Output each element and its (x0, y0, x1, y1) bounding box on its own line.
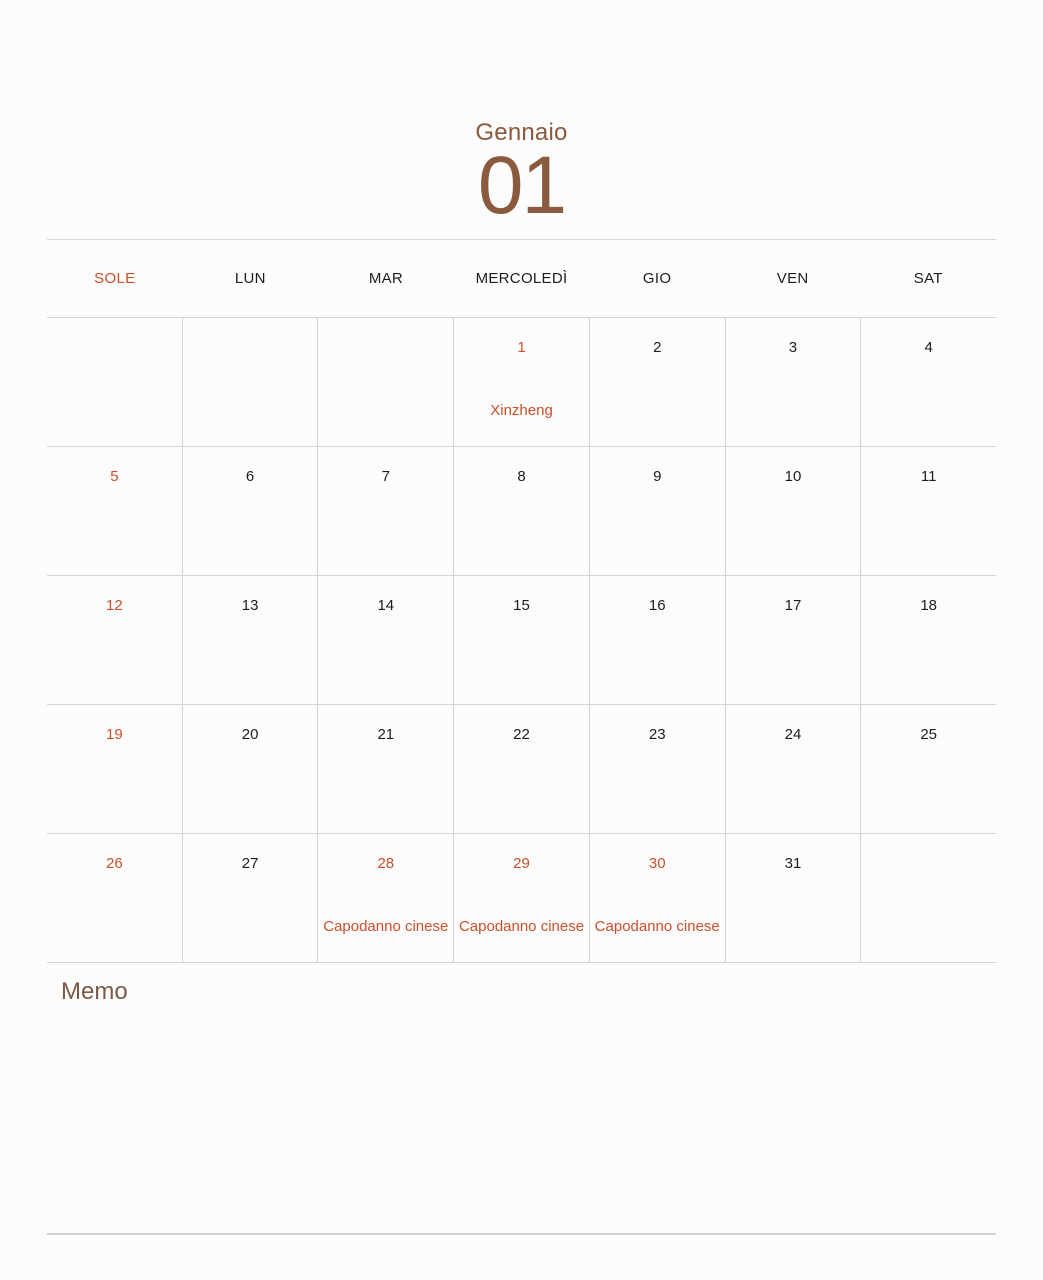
day-number: 9 (653, 468, 662, 485)
day-cell (47, 834, 182, 962)
day-number: 3 (788, 339, 798, 356)
day-number: 12 (106, 597, 123, 614)
day-number: 25 (920, 726, 938, 743)
day-number: 8 (517, 468, 526, 485)
weekday-sunday: SOLE (94, 270, 136, 287)
day-number: 13 (241, 597, 259, 614)
day-cell (725, 576, 861, 704)
day-cell (317, 705, 453, 833)
day-number: 6 (245, 468, 255, 485)
day-number: 31 (784, 855, 802, 872)
day-cell (453, 318, 589, 446)
day-number: 27 (241, 855, 259, 872)
day-cell (589, 834, 725, 962)
calendar-week-row (47, 318, 996, 447)
day-cell (589, 576, 725, 704)
day-cell (589, 447, 725, 575)
day-cell (182, 705, 318, 833)
day-cell (182, 447, 318, 575)
day-cell (589, 318, 725, 446)
day-number: 21 (377, 726, 395, 743)
empty-day-cell (860, 834, 996, 962)
weekday-tuesday: MAR (368, 270, 404, 287)
day-number: 16 (648, 597, 666, 614)
day-cell (725, 834, 861, 962)
day-cell (453, 576, 589, 704)
day-cell (47, 447, 182, 575)
day-number: 18 (920, 597, 938, 614)
day-cell (317, 447, 453, 575)
day-number: 30 (648, 855, 666, 872)
day-number: 24 (784, 726, 802, 743)
holiday-label: Capodanno cinese (323, 918, 449, 935)
weekday-header-row (47, 240, 996, 317)
day-cell (47, 576, 182, 704)
weekday-monday: LUN (234, 270, 266, 287)
memo-label: Memo (61, 978, 128, 1005)
weekday-wednesday: MERCOLEDÌ (475, 270, 568, 287)
memo-bottom-rule (47, 1233, 996, 1235)
day-cell (182, 576, 318, 704)
month-number: 01 (477, 140, 566, 231)
day-cell (453, 447, 589, 575)
empty-day-cell (317, 318, 453, 446)
day-number: 26 (106, 855, 123, 872)
calendar-week-row (47, 447, 996, 576)
calendar-grid (47, 317, 996, 963)
day-cell (860, 705, 996, 833)
day-number: 29 (513, 855, 530, 872)
day-cell (860, 576, 996, 704)
day-number: 23 (648, 726, 666, 743)
day-number: 15 (513, 597, 530, 614)
day-number: 28 (377, 855, 395, 872)
day-number: 19 (106, 726, 123, 743)
calendar-week-row (47, 576, 996, 705)
weekday-saturday: SAT (913, 270, 943, 287)
weekday-thursday: GIO (642, 270, 672, 287)
empty-day-cell (182, 318, 318, 446)
day-cell (317, 834, 453, 962)
day-cell (182, 834, 318, 962)
day-cell (725, 447, 861, 575)
day-cell (317, 576, 453, 704)
day-cell (725, 318, 861, 446)
day-cell (47, 705, 182, 833)
day-number: 22 (513, 726, 530, 743)
day-number: 11 (920, 468, 937, 485)
day-cell (453, 834, 589, 962)
day-number: 17 (784, 597, 802, 614)
day-number: 10 (784, 468, 802, 485)
month-name: Gennaio (475, 119, 568, 146)
day-number: 20 (241, 726, 259, 743)
day-cell (453, 705, 589, 833)
day-cell (589, 705, 725, 833)
day-cell (860, 318, 996, 446)
holiday-label: Xinzheng (490, 402, 553, 419)
day-number: 1 (517, 339, 526, 356)
calendar-week-row (47, 834, 996, 963)
day-number: 2 (653, 339, 662, 356)
day-number: 4 (924, 339, 933, 356)
day-cell (860, 447, 996, 575)
holiday-label: Capodanno cinese (458, 918, 585, 935)
calendar-header (0, 118, 1043, 231)
day-cell (725, 705, 861, 833)
calendar-week-row (47, 705, 996, 834)
empty-day-cell (47, 318, 182, 446)
day-number: 14 (377, 597, 395, 614)
day-number: 7 (381, 468, 390, 485)
holiday-label: Capodanno cinese (594, 918, 720, 935)
weekday-friday: VEN (776, 270, 809, 287)
day-number: 5 (110, 468, 119, 485)
